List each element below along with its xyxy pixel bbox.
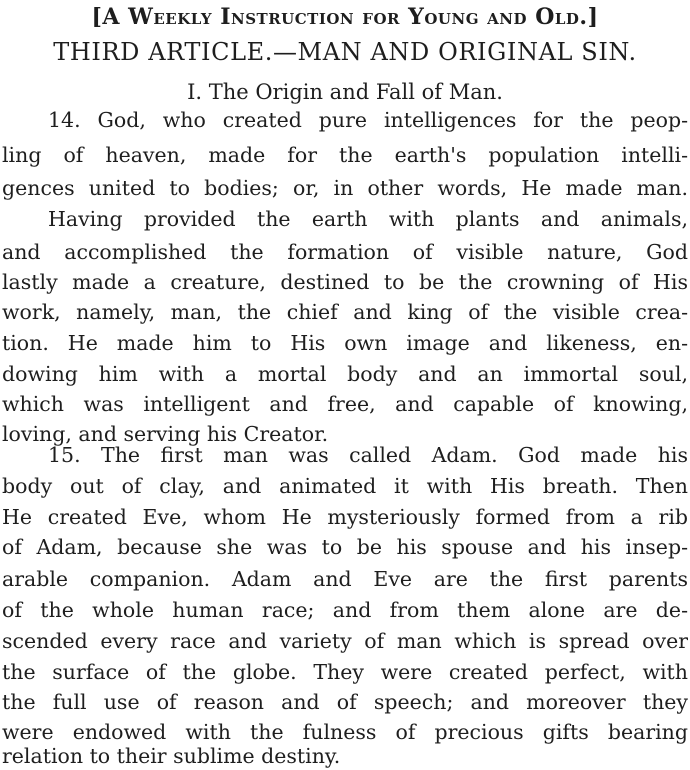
text-line: tion. He made him to His own image and likeness, en- [2,331,688,355]
text-line: Having provided the earth with plants and animals, [48,207,688,231]
text-line: 14. God, who created pure intelligences for the peop- [48,108,688,132]
text-line: lastly made a creature, destined to be the crowning of His [2,270,688,294]
text-line: He created Eve, whom He mysteriously formed from a rib [2,505,688,529]
text-line: which was intelligent and free, and capable of knowing, [2,392,688,416]
column-header: [A Weekly Instruction for Young and Old.] [91,4,599,30]
text-line: ling of heaven, made for the earth's population intelli- [2,143,688,167]
text-line: loving, and serving his Creator. [2,422,329,446]
text-line: work, namely, man, the chief and king of the visible crea- [2,300,688,324]
article-title: THIRD ARTICLE.—MAN AND ORIGINAL SIN. [53,38,637,66]
text-line: body out of clay, and animated it with His breath. Then [2,474,688,498]
text-line: of Adam, because she was to be his spouse and his insep- [2,535,688,559]
text-line: dowing him with a mortal body and an immortal soul, [2,362,688,386]
text-line: were endowed with the fulness of precious gifts bearing [2,720,688,744]
text-line: and accomplished the formation of visible nature, God [2,240,688,264]
text-line: relation to their sublime destiny. [2,744,341,768]
text-line: 15. The first man was called Adam. God made his [48,443,688,467]
section-title: I. The Origin and Fall of Man. [187,80,503,104]
text-line: the surface of the globe. They were created perfect, with [2,660,688,684]
text-line: of the whole human race; and from them alone are de- [2,598,688,622]
text-line: scended every race and variety of man which is spread over [2,629,688,653]
text-line: gences united to bodies; or, in other words, He made man. [2,176,688,200]
text-line: the full use of reason and of speech; and moreover they [2,690,688,714]
text-line: arable companion. Adam and Eve are the first parents [2,567,688,591]
